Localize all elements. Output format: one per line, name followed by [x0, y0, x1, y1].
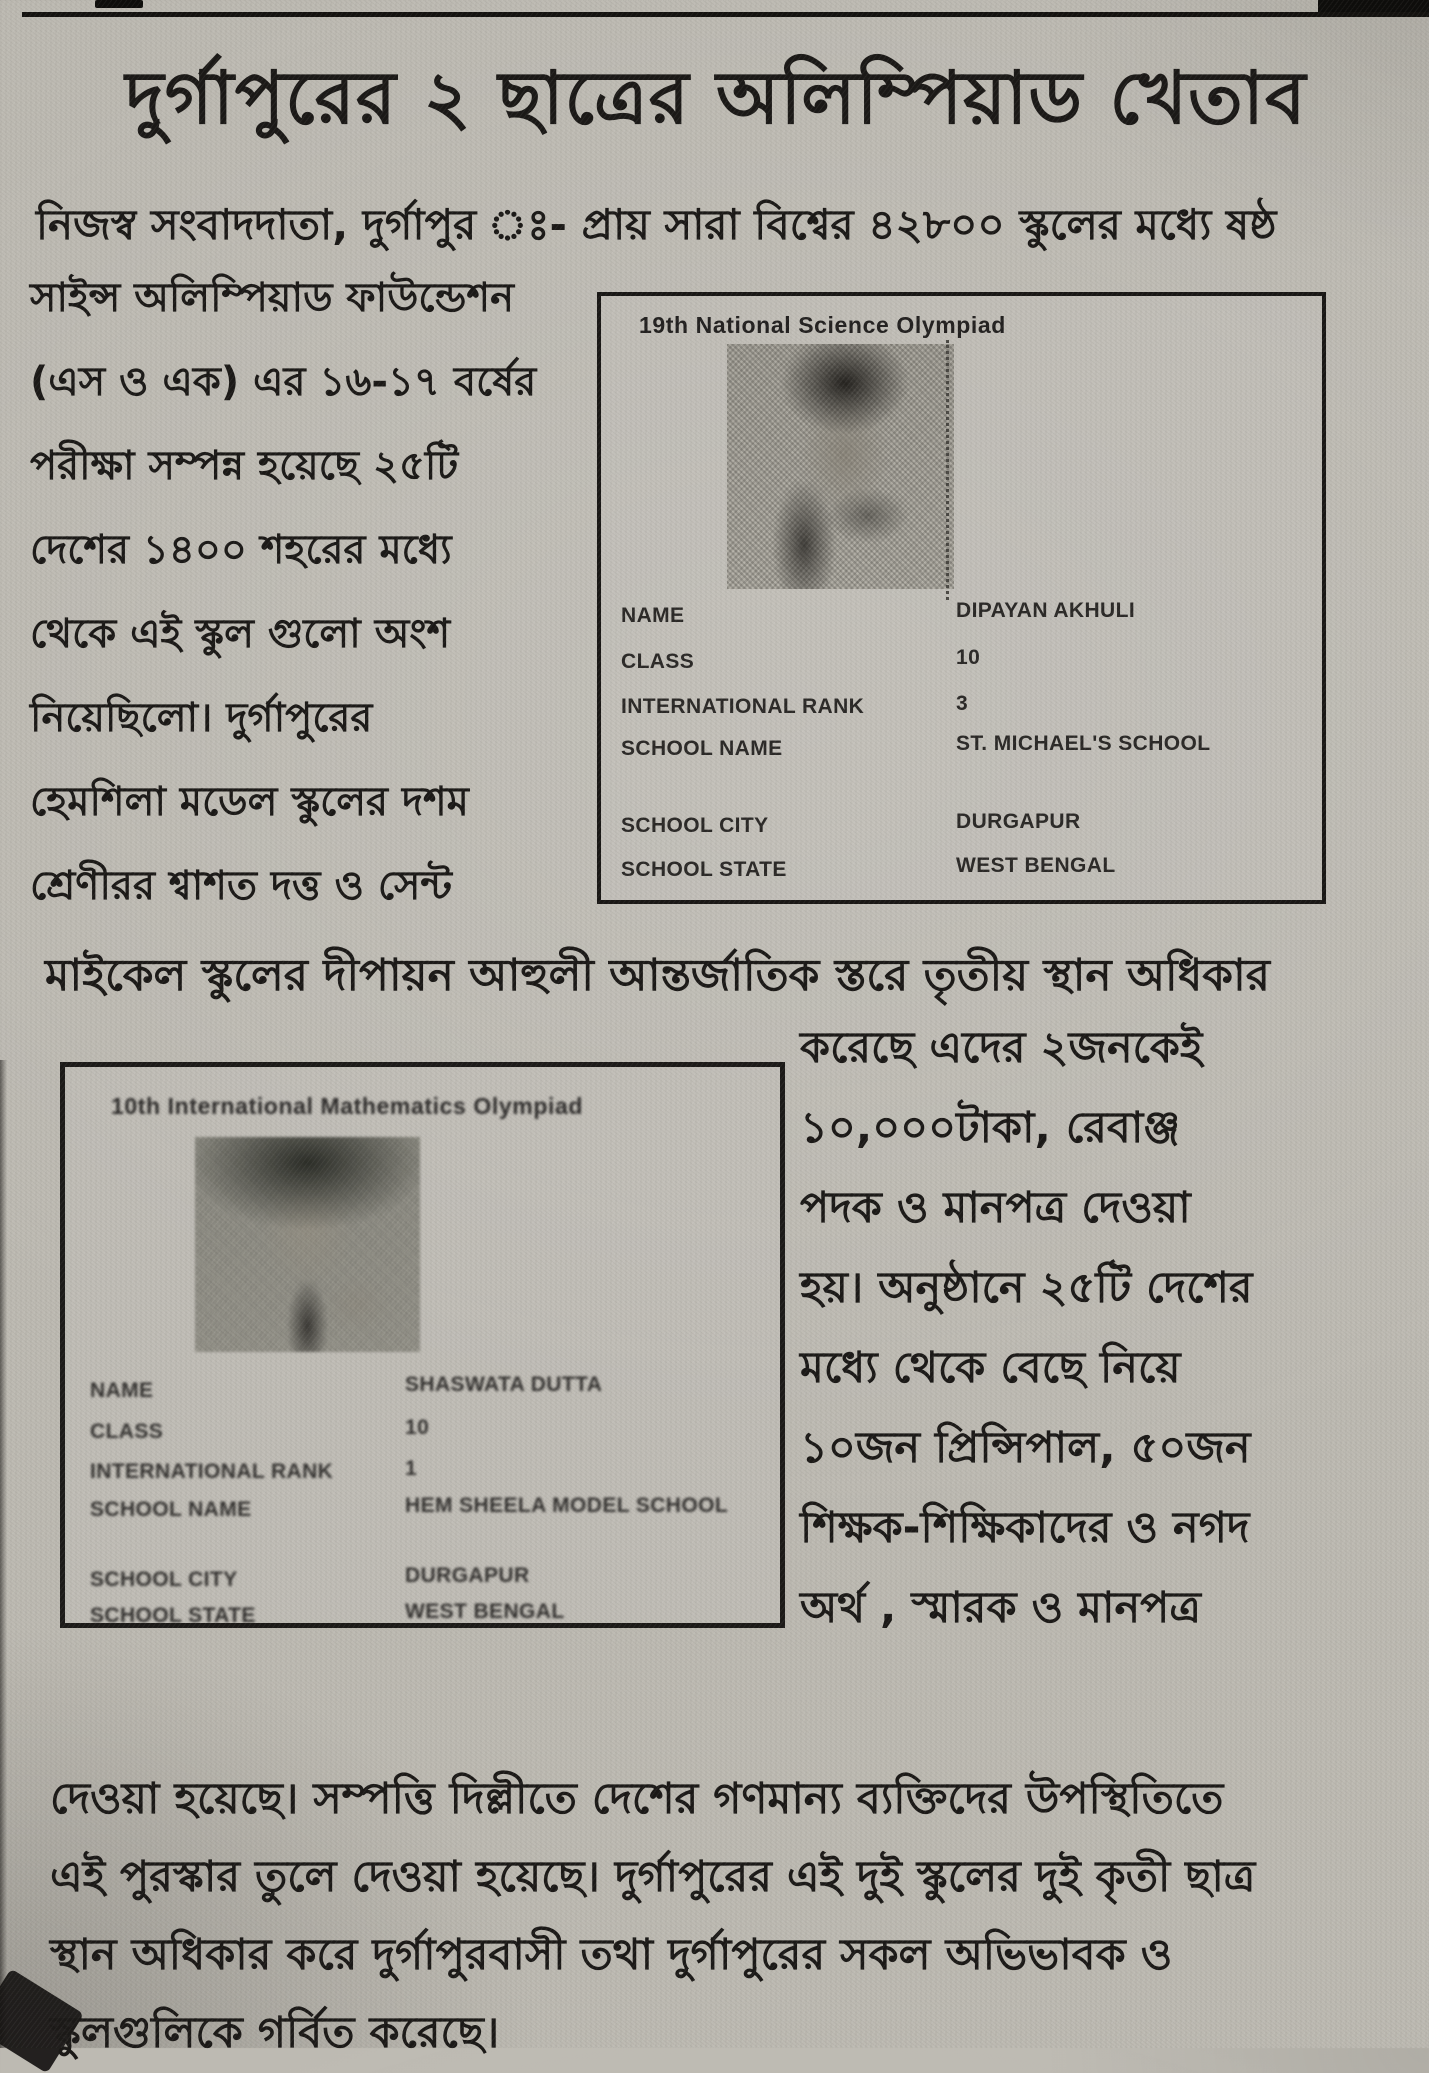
body-text-mid-line: মাইকেল স্কুলের দীপায়ন আহুলী আন্তর্জাতিক স্তরে তৃতীয় স্থান অধিকার — [45, 950, 1271, 1001]
bottom-paragraph — [50, 1760, 1422, 2072]
field-label-school-name: SCHOOL NAME — [90, 1498, 252, 1521]
body-text-line: নিয়েছিলো। দুর্গাপুরের — [30, 695, 373, 741]
student-photo-dipayan — [727, 344, 954, 589]
body-text-line: শ্রেণীরর শ্বাশত দত্ত ও সেন্ট — [30, 863, 452, 909]
field-label-school-city: SCHOOL CITY — [90, 1568, 238, 1591]
body-text-line: মধ্যে থেকে বেছে নিয়ে — [800, 1343, 1181, 1393]
field-label-international-rank: INTERNATIONAL RANK — [90, 1460, 334, 1483]
body-text-line: ১০জন প্রিন্সিপাল, ৫০জন — [800, 1423, 1251, 1473]
body-text-line: পদক ও মানপত্র দেওয়া — [800, 1183, 1191, 1233]
body-text-line: পরীক্ষা সম্পন্ন হয়েছে ২৫টি — [30, 443, 459, 489]
field-value-school-city: DURGAPUR — [956, 810, 1081, 833]
field-label-school-name: SCHOOL NAME — [621, 737, 783, 760]
body-text-line: দেশের ১৪০০ শহরের মধ্যে — [30, 527, 452, 573]
field-value-school-name: HEM SHEELA MODEL SCHOOL — [405, 1494, 729, 1517]
field-value-international-rank: 3 — [956, 692, 969, 715]
field-value-class: 10 — [956, 646, 981, 669]
field-value-school-state: WEST BENGAL — [405, 1600, 565, 1623]
certificate-mathematics-olympiad — [60, 1062, 785, 1628]
field-label-class: CLASS — [621, 650, 695, 673]
field-label-international-rank: INTERNATIONAL RANK — [621, 695, 865, 718]
body-text-line: স্কুলগুলিকে গর্বিত করেছে। — [50, 2008, 500, 2058]
field-value-school-name: ST. MICHAEL'S SCHOOL — [956, 732, 1211, 755]
field-label-school-state: SCHOOL STATE — [90, 1604, 256, 1627]
field-label-name: NAME — [90, 1379, 154, 1402]
byline: নিজস্ব সংবাদদাতা, দুর্গাপুর ঃ- প্রায় সারা বিশ্বের ৪২৮০০ স্কুলের মধ্যে ষষ্ঠ — [36, 200, 1277, 249]
right-column — [800, 1008, 1425, 1648]
student-photo-shaswata — [195, 1137, 420, 1352]
field-value-school-city: DURGAPUR — [405, 1564, 530, 1587]
body-text-line: স্থান অধিকার করে দুর্গাপুরবাসী তথা দুর্গাপুরের সকল অভিভাবক ও — [50, 1930, 1173, 1980]
left-column — [30, 256, 605, 928]
field-value-international-rank: 1 — [405, 1457, 418, 1480]
body-text-line: এই পুরস্কার তুলে দেওয়া হয়েছে। দুর্গাপুরের এই দুই স্কুলের দুই কৃতী ছাত্র — [50, 1852, 1256, 1902]
body-text-line: হয়। অনুষ্ঠানে ২৫টি দেশের — [800, 1263, 1253, 1313]
certificate2-title: 10th International Mathematics Olympiad — [111, 1093, 584, 1119]
certificate2-blurred-content — [65, 1067, 780, 1627]
field-value-name: DIPAYAN AKHULI — [956, 599, 1136, 622]
photo-dotted-edge — [946, 340, 949, 600]
body-text-line: দেওয়া হয়েছে। সম্পত্তি দিল্লীতে দেশের গণমান্য ব্যক্তিদের উপস্থিতিতে — [50, 1774, 1224, 1824]
field-value-class: 10 — [405, 1416, 430, 1439]
scan-mark-top-right — [1318, 0, 1429, 12]
body-text-line: হেমশিলা মডেল স্কুলের দশম — [30, 779, 469, 825]
body-text-line: থেকে এই স্কুল গুলো অংশ — [30, 611, 451, 657]
body-text-line: শিক্ষক-শিক্ষিকাদের ও নগদ — [800, 1503, 1250, 1553]
top-rule — [22, 12, 1429, 17]
field-value-name: SHASWATA DUTTA — [405, 1373, 603, 1396]
body-text-line: ১০,০০০টাকা, রেবাঞ্জ — [800, 1103, 1181, 1153]
field-label-school-state: SCHOOL STATE — [621, 858, 787, 881]
body-text-line: সাইন্স অলিম্পিয়াড ফাউন্ডেশন — [30, 275, 514, 321]
field-label-class: CLASS — [90, 1420, 164, 1443]
scan-mark-top-left — [95, 0, 143, 8]
field-value-school-state: WEST BENGAL — [956, 854, 1116, 877]
certificate1-title: 19th National Science Olympiad — [639, 312, 1006, 338]
body-text-line: (এস ও এক) এর ১৬-১৭ বর্ষের — [30, 359, 537, 405]
body-text-line: অর্থ , স্মারক ও মানপত্র — [800, 1583, 1201, 1633]
certificate-science-olympiad — [597, 292, 1326, 904]
scan-shadow-left-edge — [0, 1060, 7, 2048]
field-label-school-city: SCHOOL CITY — [621, 814, 769, 837]
body-text-line: করেছে এদের ২জনকেই — [800, 1023, 1203, 1073]
headline: দুর্গাপুরের ২ ছাত্রের অলিম্পিয়াড খেতাব — [125, 56, 1307, 141]
field-label-name: NAME — [621, 604, 685, 627]
